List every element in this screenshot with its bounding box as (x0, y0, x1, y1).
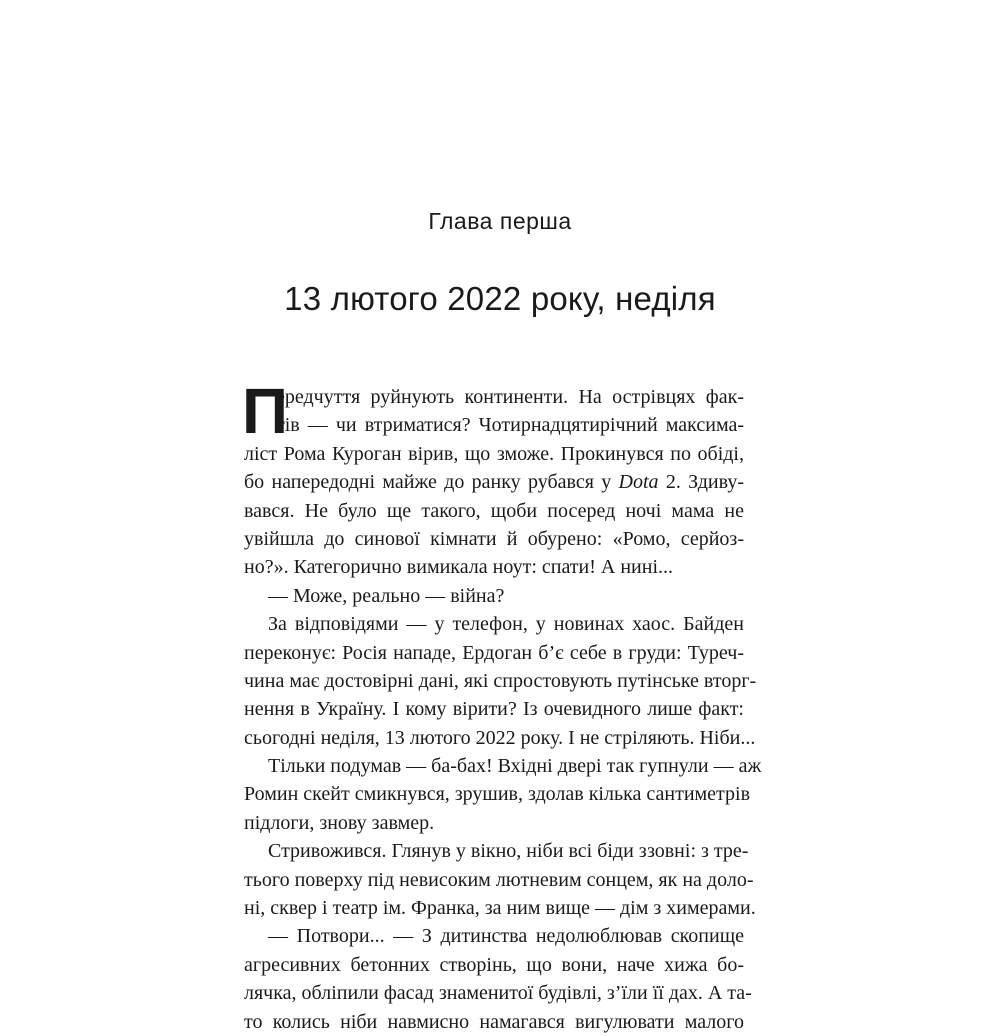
text-line: нення в Україну. І кому вірити? Із очевидного лише факт: (244, 698, 744, 721)
text-line: увійшла до синової кімнати й обурено: «Ромо, серйоз- (244, 527, 744, 550)
text-line: но?». Категорично вимикала ноут: спати! А нині... (244, 556, 674, 579)
text-line: ередчуття руйнують континенти. На острівцях фак- (276, 386, 744, 408)
text-line: чина має достовірні дані, які спростовують путінське вторг- (244, 669, 757, 692)
text-line: — Потвори... — З дитинства недолюблював скопище (268, 925, 744, 948)
text-line: Ромин скейт смикнувся, зрушив, здолав кілька сантиметрів (244, 783, 751, 806)
text-line: ні, сквер і театр ім. Франка, за ним вище — дім з химерами. (244, 897, 756, 920)
text-line: вався. Не було ще такого, щоби посеред ночі мама не (244, 499, 744, 522)
text-line: тів — чи втриматися? Чотирнадцятирічний максима- (276, 414, 744, 437)
text-line: — Може, реально — війна? (268, 584, 505, 607)
text-line: Тільки подумав — ба-бах! Вхідні двері так гупнули — аж (268, 755, 762, 778)
text-line (244, 468, 744, 496)
text-line: сьогодні неділя, 13 лютого 2022 року. І не стріляють. Ніби... (244, 726, 756, 749)
drop-cap: П (242, 375, 288, 447)
text-line: агресивних бетонних створінь, що вони, наче хижа бо- (244, 953, 744, 976)
text-line-start: бо напередодні майже до ранку рубався у (244, 471, 612, 494)
game-title: Dota (618, 471, 659, 494)
text-line: Стривожився. Глянув у вікно, ніби всі біди ззовні: з тре- (268, 840, 749, 863)
text-line: підлоги, знову завмер. (244, 811, 435, 834)
text-line: ліст Рома Куроган вірив, що зможе. Прокинувся по обіді, (244, 442, 744, 465)
body-text (242, 375, 762, 1036)
text-line: лячка, обліпили фасад знаменитої будівлі, з’їли її дах. А та- (244, 982, 752, 1005)
text-line-end: 2. Здиву- (658, 471, 744, 494)
text-line: тього поверху під невисоким лютневим сонцем, як на доло- (244, 868, 754, 891)
text-line: переконує: Росія нападе, Ердоган б’є себе в груди: Туреч- (244, 641, 744, 664)
text-line: За відповідями — у телефон, у новинах хаос. Байден (268, 613, 744, 636)
chapter-title: 13 лютого 2022 року, неділя (284, 280, 716, 317)
text-line: то колись ніби навмисно намагався вигулювати малого (244, 1010, 744, 1033)
chapter-label: Глава перша (428, 208, 572, 234)
